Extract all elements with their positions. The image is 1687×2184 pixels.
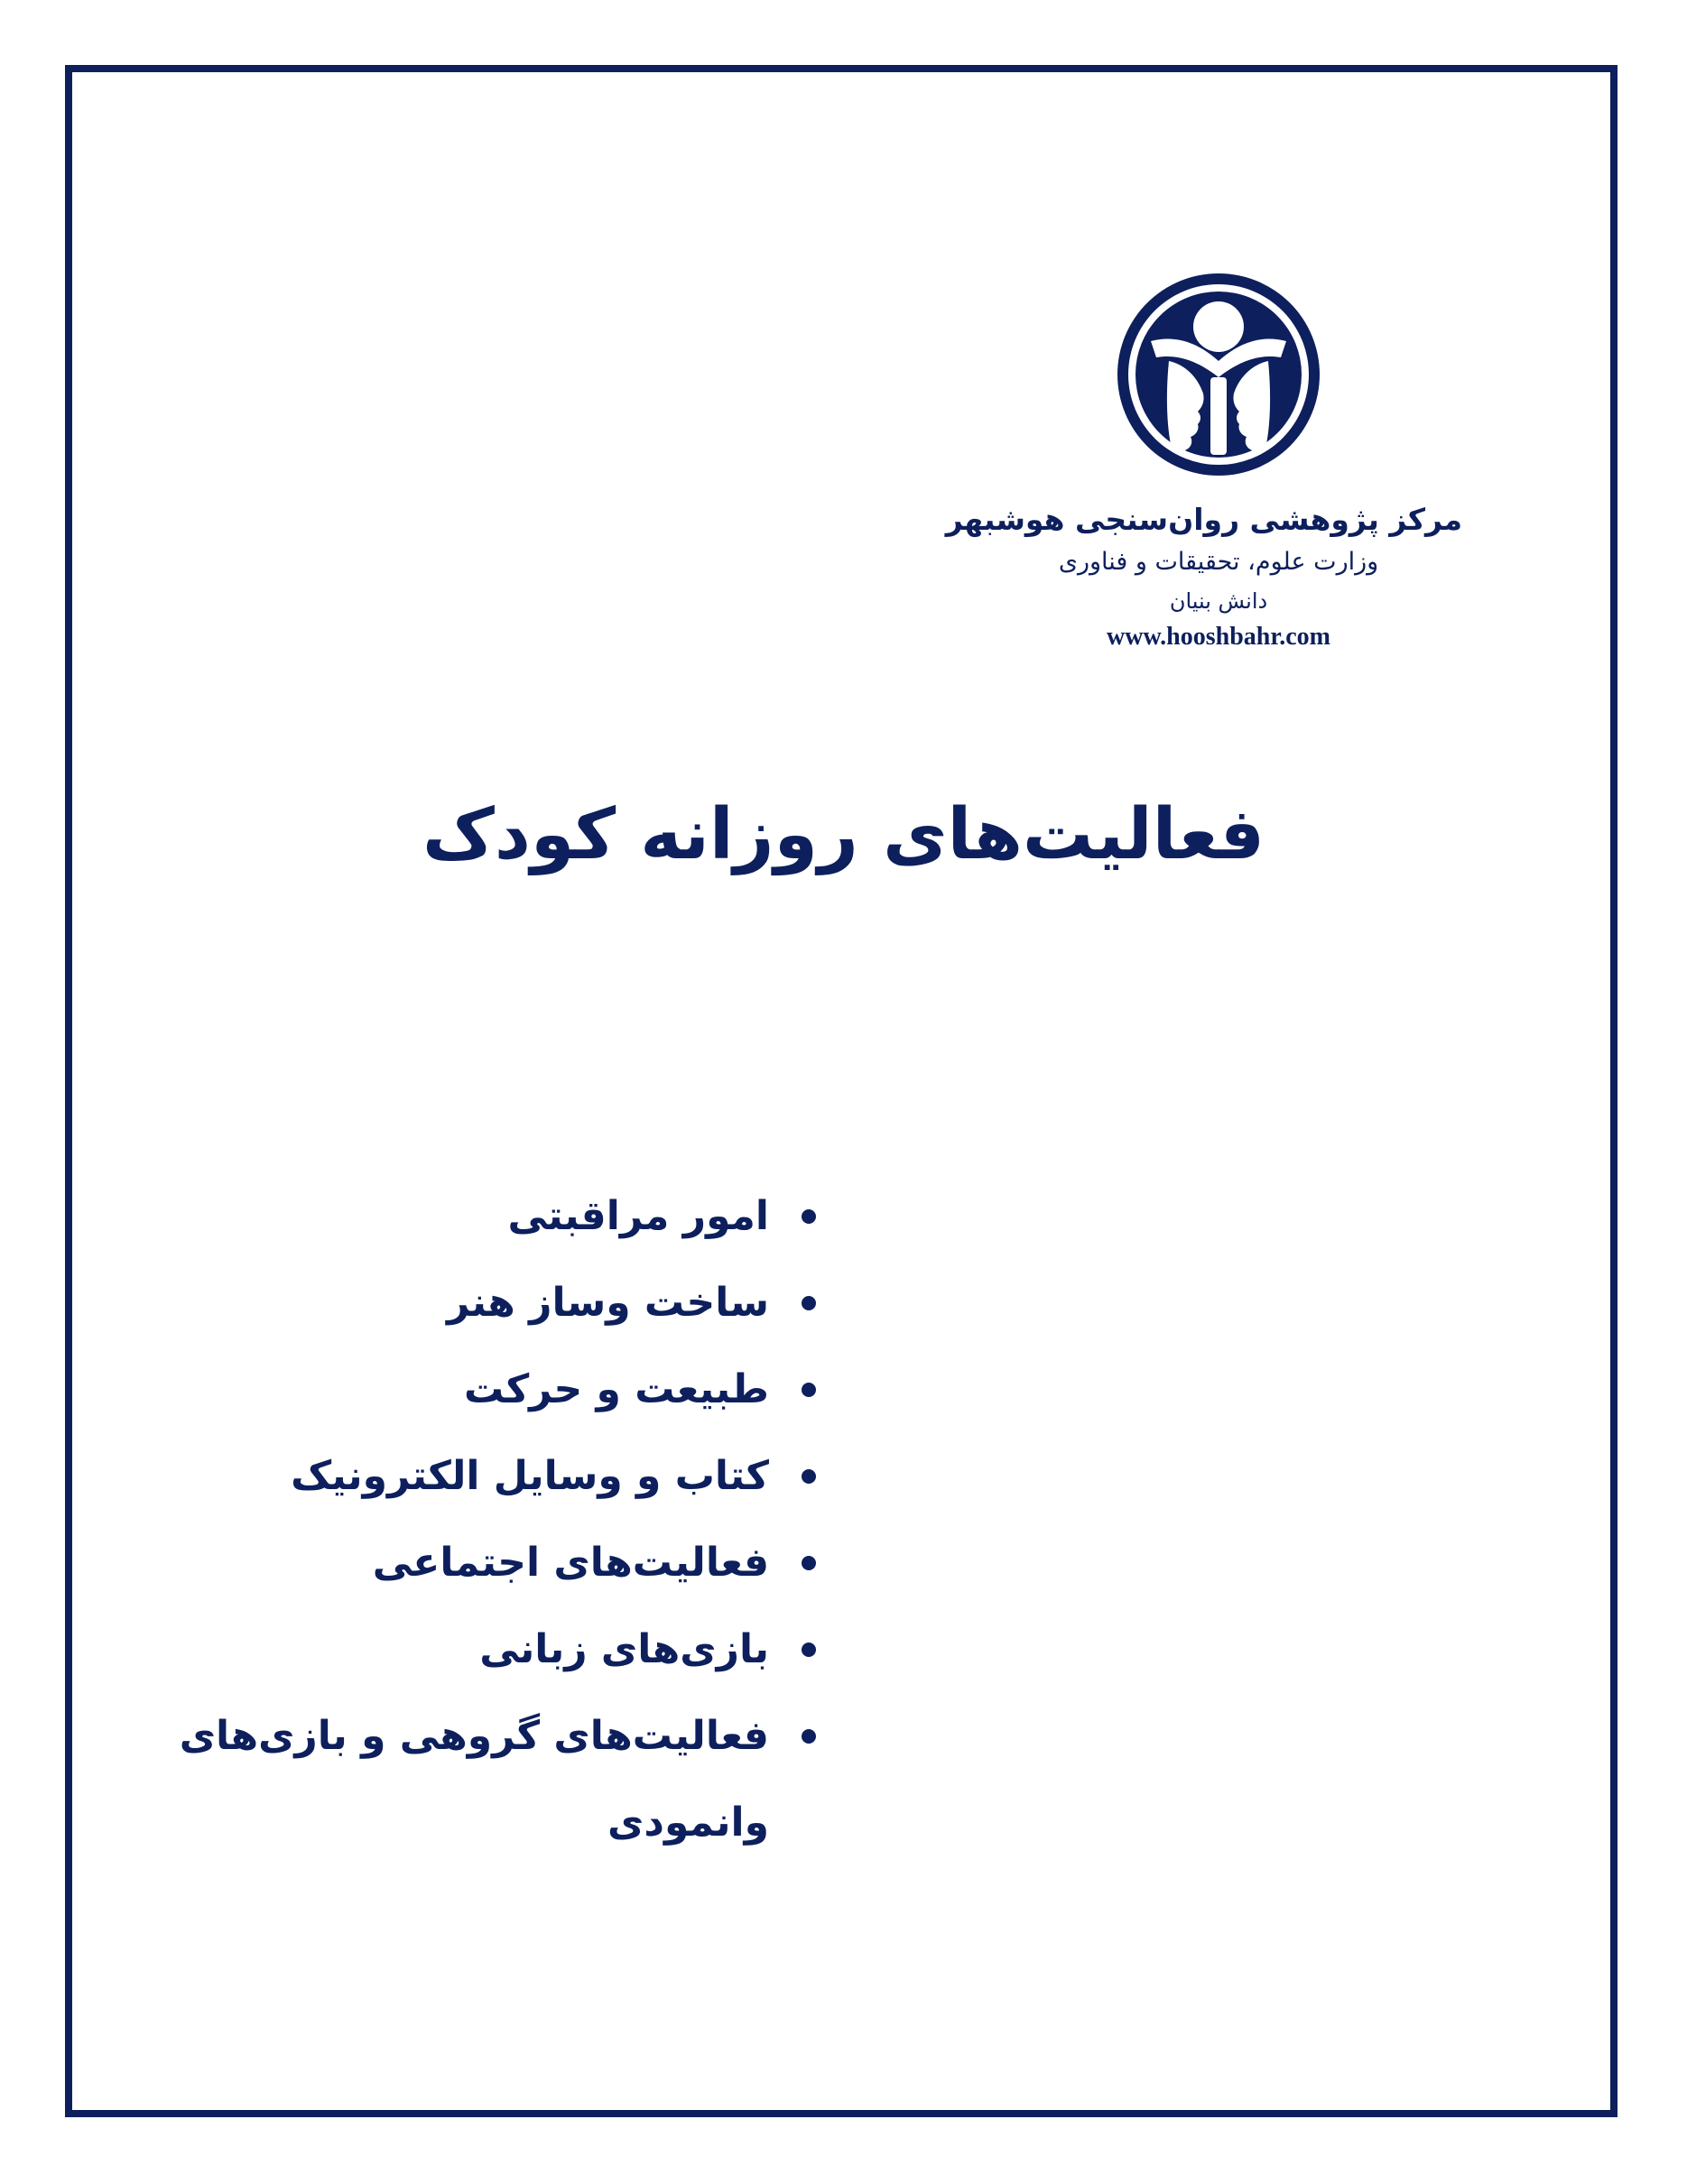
hooshbahr-logo-icon [1115,271,1322,478]
topic-label: بازی‌های زبانی [479,1626,769,1672]
topics-list [130,1173,816,1866]
topic-label: فعالیت‌های اجتماعی [372,1540,769,1586]
list-item [130,1173,816,1260]
topic-label: ساخت وساز هنر [446,1280,769,1326]
list-item [130,1346,816,1433]
bullet-icon [802,1556,816,1570]
list-item [130,1693,816,1866]
website-link[interactable]: www.hooshbahr.com [1107,623,1330,651]
bullet-icon [802,1383,816,1397]
header-block [945,271,1462,652]
topic-label: طبیعت و حرکت [463,1366,769,1412]
topic-label: فعالیت‌های گروهی و بازی‌های وانمودی [179,1713,769,1846]
knowledge-based-label: دانش بنیان [1169,588,1268,614]
bullet-icon [802,1729,816,1744]
bullet-icon [802,1643,816,1657]
list-item [130,1520,816,1606]
bullet-icon [802,1296,816,1310]
bullet-icon [802,1469,816,1484]
topic-label: کتاب و وسایل الکترونیک [291,1453,769,1499]
list-item [130,1260,816,1346]
bullet-icon [802,1209,816,1224]
list-item [130,1606,816,1693]
org-name: مرکز پژوهشی روان‌سنجی هوشبهر [945,502,1462,537]
page-title: فعالیت‌های روزانه کودک [422,794,1265,875]
topic-label: امور مراقبتی [507,1193,769,1239]
list-item [130,1433,816,1520]
ministry-line: وزارت علوم، تحقیقات و فناوری [1058,548,1379,576]
